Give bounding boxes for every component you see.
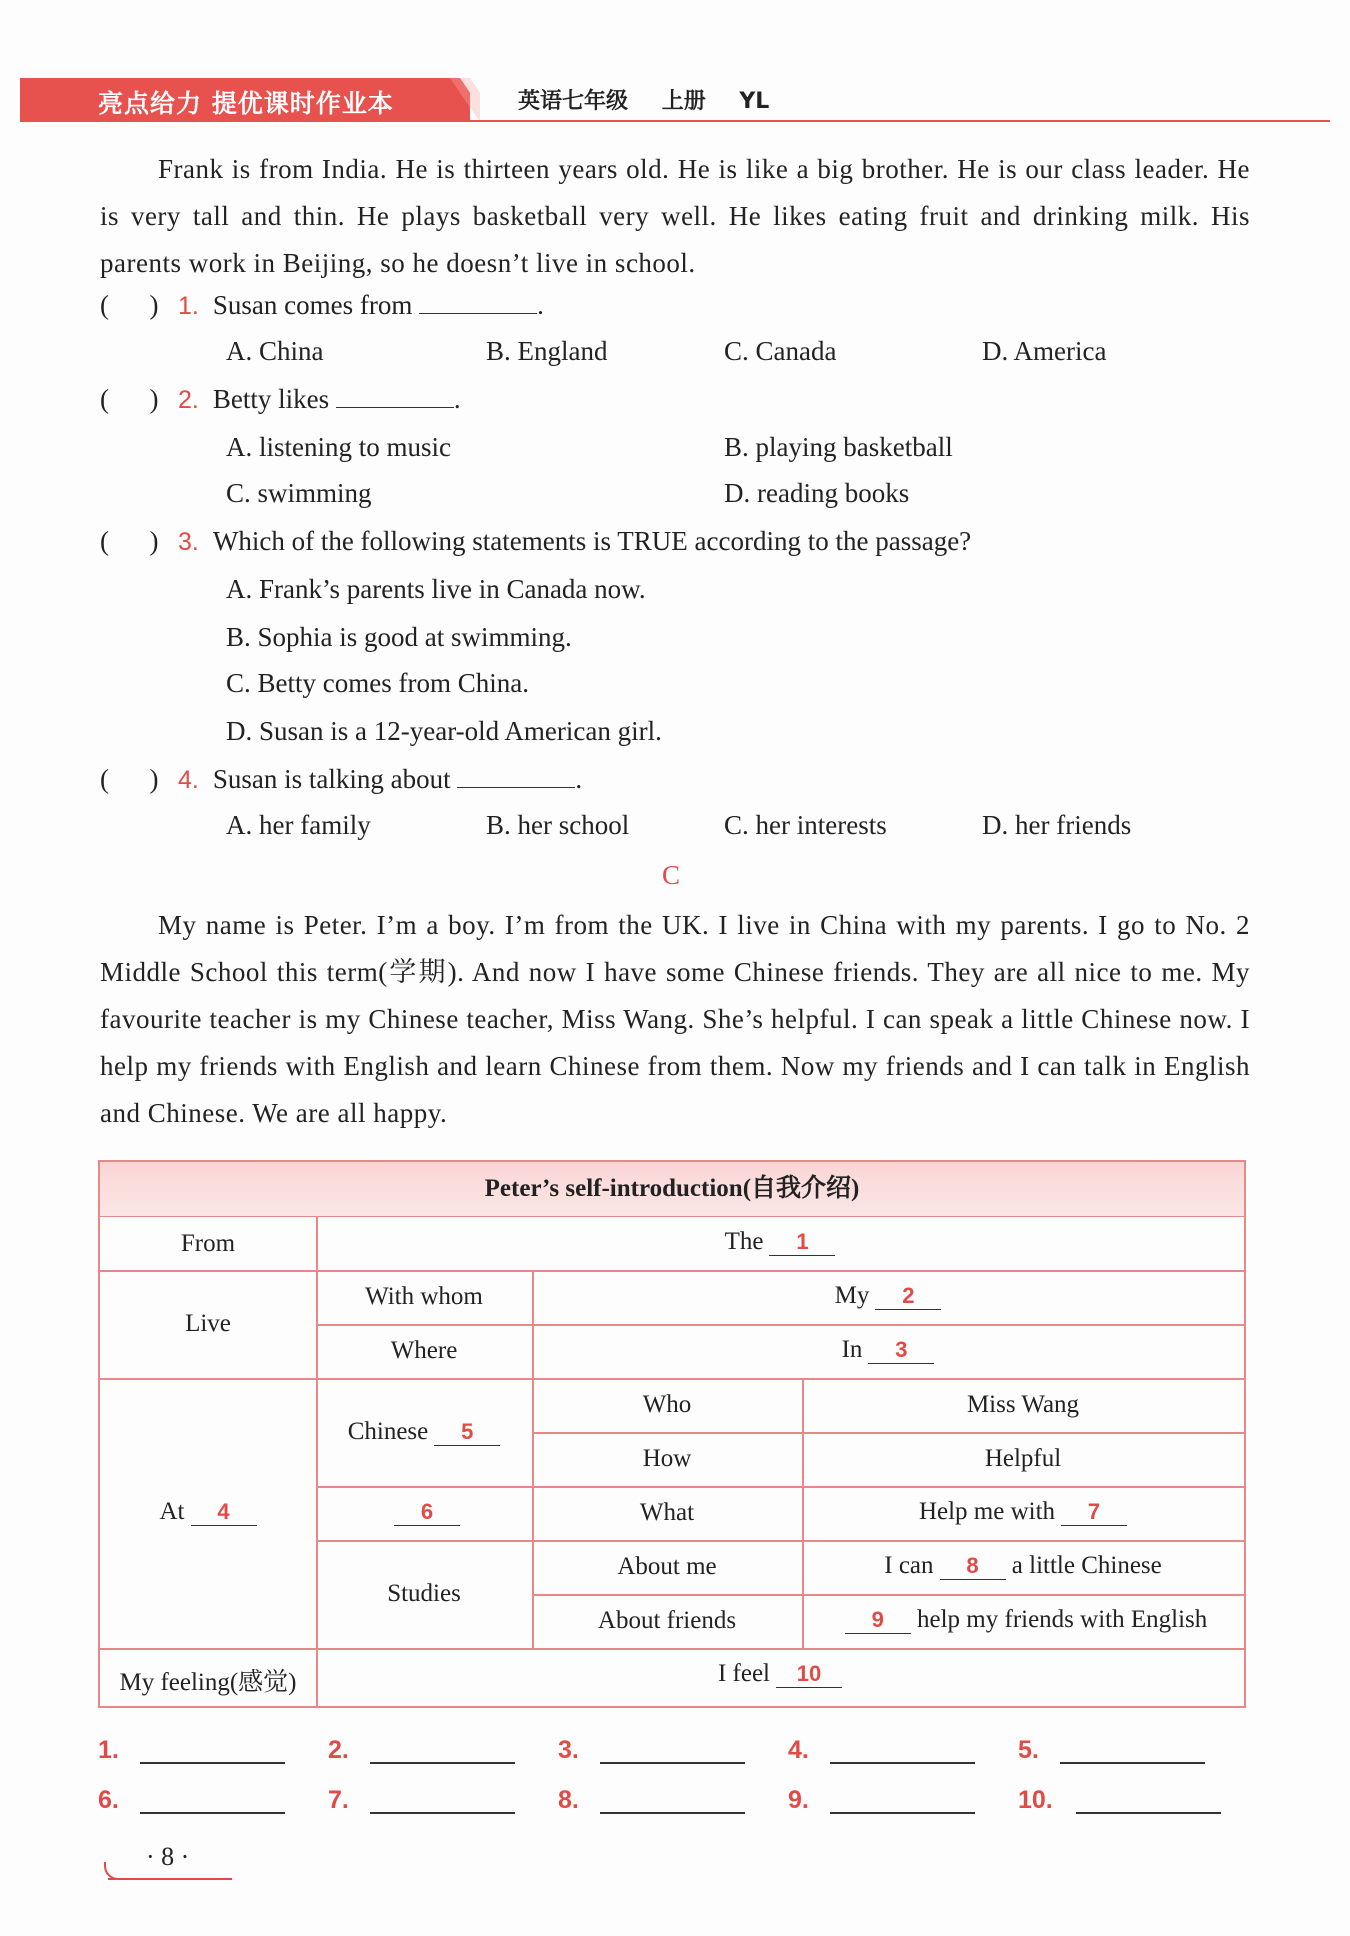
- cell-help-friends: 9 help my friends with English: [802, 1606, 1244, 1634]
- self-introduction-table: [98, 1160, 1246, 1708]
- page-number: · 8 ·: [146, 1842, 190, 1871]
- answer-label: 7.: [328, 1786, 349, 1814]
- table-rule: [532, 1432, 1244, 1434]
- cell-chinese: Chinese 5: [316, 1418, 532, 1446]
- question-2: ( ) 2. Betty likes .: [100, 384, 461, 414]
- question-4: ( ) 4. Susan is talking about .: [100, 764, 583, 794]
- question-stem: Susan is talking about: [212, 764, 451, 794]
- answer-label: 5.: [1018, 1736, 1039, 1764]
- answer-line[interactable]: [830, 1812, 975, 1814]
- passage-c-text: My name is Peter. I’m a boy. I’m from the UK. I live in China with my parents. I go to No. 2 Middle School this term(学期). And now I have some Chinese friends. They are all nice to me. My favourite teacher is my Chinese teacher, Miss Wang. She’s helpful. I can speak a little Chinese now. I help my friends with English and learn Chinese from them. Now my friends and I can talk in English and Chinese. We are all happy.: [100, 910, 1250, 1128]
- answer-blank[interactable]: [457, 767, 575, 788]
- answer-line[interactable]: [140, 1812, 285, 1814]
- blank-7[interactable]: 7: [1061, 1499, 1127, 1526]
- option[interactable]: D. America: [982, 336, 1107, 366]
- answer-label: 1.: [98, 1736, 119, 1764]
- answer-line[interactable]: [140, 1762, 285, 1764]
- passage-b-text: Frank is from India. He is thirteen years old. He is like a big brother. He is our class leader. He is very tall and thin. He plays basketball very well. He likes eating fruit and drinking milk. His parents work in Beijing, so he doesn’t live in school.: [100, 154, 1250, 278]
- option[interactable]: B. England: [486, 336, 608, 366]
- table-rule: [100, 1378, 1244, 1380]
- blank-10[interactable]: 10: [776, 1661, 842, 1688]
- question-stem: Betty likes: [212, 384, 330, 414]
- answer-line[interactable]: [600, 1762, 745, 1764]
- option[interactable]: A. China: [226, 336, 324, 366]
- blank-5[interactable]: 5: [434, 1419, 500, 1446]
- option[interactable]: C. swimming: [226, 478, 372, 508]
- option[interactable]: D. her friends: [982, 810, 1132, 840]
- answer-label: 6.: [98, 1786, 119, 1814]
- table-rule: [100, 1270, 1244, 1272]
- blank-1[interactable]: 1: [769, 1229, 835, 1256]
- question-3: ( ) 3. Which of the following statements is TRUE according to the passage?: [100, 526, 972, 556]
- answer-line[interactable]: [370, 1812, 515, 1814]
- question-number: 3.: [178, 528, 199, 556]
- question-stem: Susan comes from: [212, 290, 413, 320]
- answer-blank[interactable]: [336, 387, 454, 408]
- option[interactable]: D. reading books: [724, 478, 910, 508]
- cell-with-whom: With whom: [365, 1283, 483, 1310]
- blank-4[interactable]: 4: [191, 1499, 257, 1526]
- answer-line[interactable]: [370, 1762, 515, 1764]
- option[interactable]: B. Sophia is good at swimming.: [226, 622, 572, 652]
- cell-where: Where: [390, 1337, 458, 1364]
- option[interactable]: D. Susan is a 12-year-old American girl.: [226, 716, 662, 746]
- header-rule: [470, 120, 1330, 122]
- question-number: 2.: [178, 386, 199, 414]
- table-rule: [316, 1324, 1244, 1326]
- answer-line[interactable]: [1076, 1812, 1221, 1814]
- blank-6[interactable]: 6: [394, 1499, 460, 1526]
- question-number: 1.: [178, 292, 199, 320]
- cell-who: Who: [642, 1391, 692, 1418]
- table-rule: [532, 1594, 1244, 1596]
- option[interactable]: C. Canada: [724, 336, 837, 366]
- cell-where-answer: In 3: [532, 1336, 1244, 1364]
- cell-with-whom-answer: My 2: [532, 1282, 1244, 1310]
- answer-line[interactable]: [600, 1812, 745, 1814]
- answer-line[interactable]: [1060, 1762, 1205, 1764]
- answer-label: 9.: [788, 1786, 809, 1814]
- table-rule: [316, 1486, 1244, 1488]
- page-number-underline: [108, 1878, 232, 1880]
- cell-live: Live: [185, 1310, 231, 1337]
- blank-9[interactable]: 9: [845, 1607, 911, 1634]
- answer-label: 3.: [558, 1736, 579, 1764]
- cell-from: From: [180, 1230, 236, 1257]
- question-stem: Which of the following statements is TRUE according to the passage?: [212, 526, 972, 556]
- option[interactable]: B. playing basketball: [724, 432, 953, 462]
- table-rule: [316, 1540, 1244, 1542]
- header-edition: YL: [739, 89, 770, 114]
- answer-label: 8.: [558, 1786, 579, 1814]
- answer-line[interactable]: [830, 1762, 975, 1764]
- option[interactable]: C. Betty comes from China.: [226, 668, 529, 698]
- cell-at: At 4: [100, 1498, 316, 1526]
- cell-from-answer: The 1: [316, 1228, 1244, 1256]
- cell-help-me-with: Help me with 7: [802, 1498, 1244, 1526]
- cell-helpful: Helpful: [984, 1445, 1062, 1472]
- blank-3[interactable]: 3: [868, 1337, 934, 1364]
- cell-about-friends: About friends: [597, 1607, 737, 1634]
- answer-label: 4.: [788, 1736, 809, 1764]
- question-1: ( ) 1. Susan comes from .: [100, 290, 544, 320]
- blank-8[interactable]: 8: [940, 1553, 1006, 1580]
- answer-label: 10.: [1018, 1786, 1053, 1814]
- answer-blank[interactable]: [419, 293, 537, 314]
- cell-studies: Studies: [387, 1580, 461, 1607]
- blank-2[interactable]: 2: [875, 1283, 941, 1310]
- cell-i-can: I can 8 a little Chinese: [884, 1552, 1162, 1579]
- option[interactable]: A. listening to music: [226, 432, 451, 462]
- header-series-title: 亮点给力 提优课时作业本: [98, 89, 394, 118]
- option[interactable]: A. her family: [226, 810, 371, 840]
- cell-about-me: About me: [617, 1553, 717, 1580]
- table-rule: [100, 1648, 1244, 1650]
- header-subject: 英语七年级: [518, 89, 629, 114]
- option[interactable]: B. her school: [486, 810, 630, 840]
- option[interactable]: C. her interests: [724, 810, 887, 840]
- option[interactable]: A. Frank’s parents live in Canada now.: [226, 574, 646, 604]
- section-label: C: [662, 860, 681, 890]
- cell-my-feeling: My feeling(感觉): [119, 1669, 297, 1696]
- header-volume: 上册: [661, 89, 706, 114]
- cell-miss-wang: Miss Wang: [966, 1391, 1080, 1418]
- table-title: Peter’s self-introduction(自我介绍): [100, 1162, 1244, 1217]
- cell-blank-6: [316, 1498, 532, 1526]
- header-book-info: [518, 84, 795, 115]
- cell-how: How: [642, 1445, 692, 1472]
- question-number: 4.: [178, 766, 199, 794]
- cell-what: What: [639, 1499, 695, 1526]
- cell-i-feel: I feel 10: [316, 1660, 1244, 1688]
- answer-label: 2.: [328, 1736, 349, 1764]
